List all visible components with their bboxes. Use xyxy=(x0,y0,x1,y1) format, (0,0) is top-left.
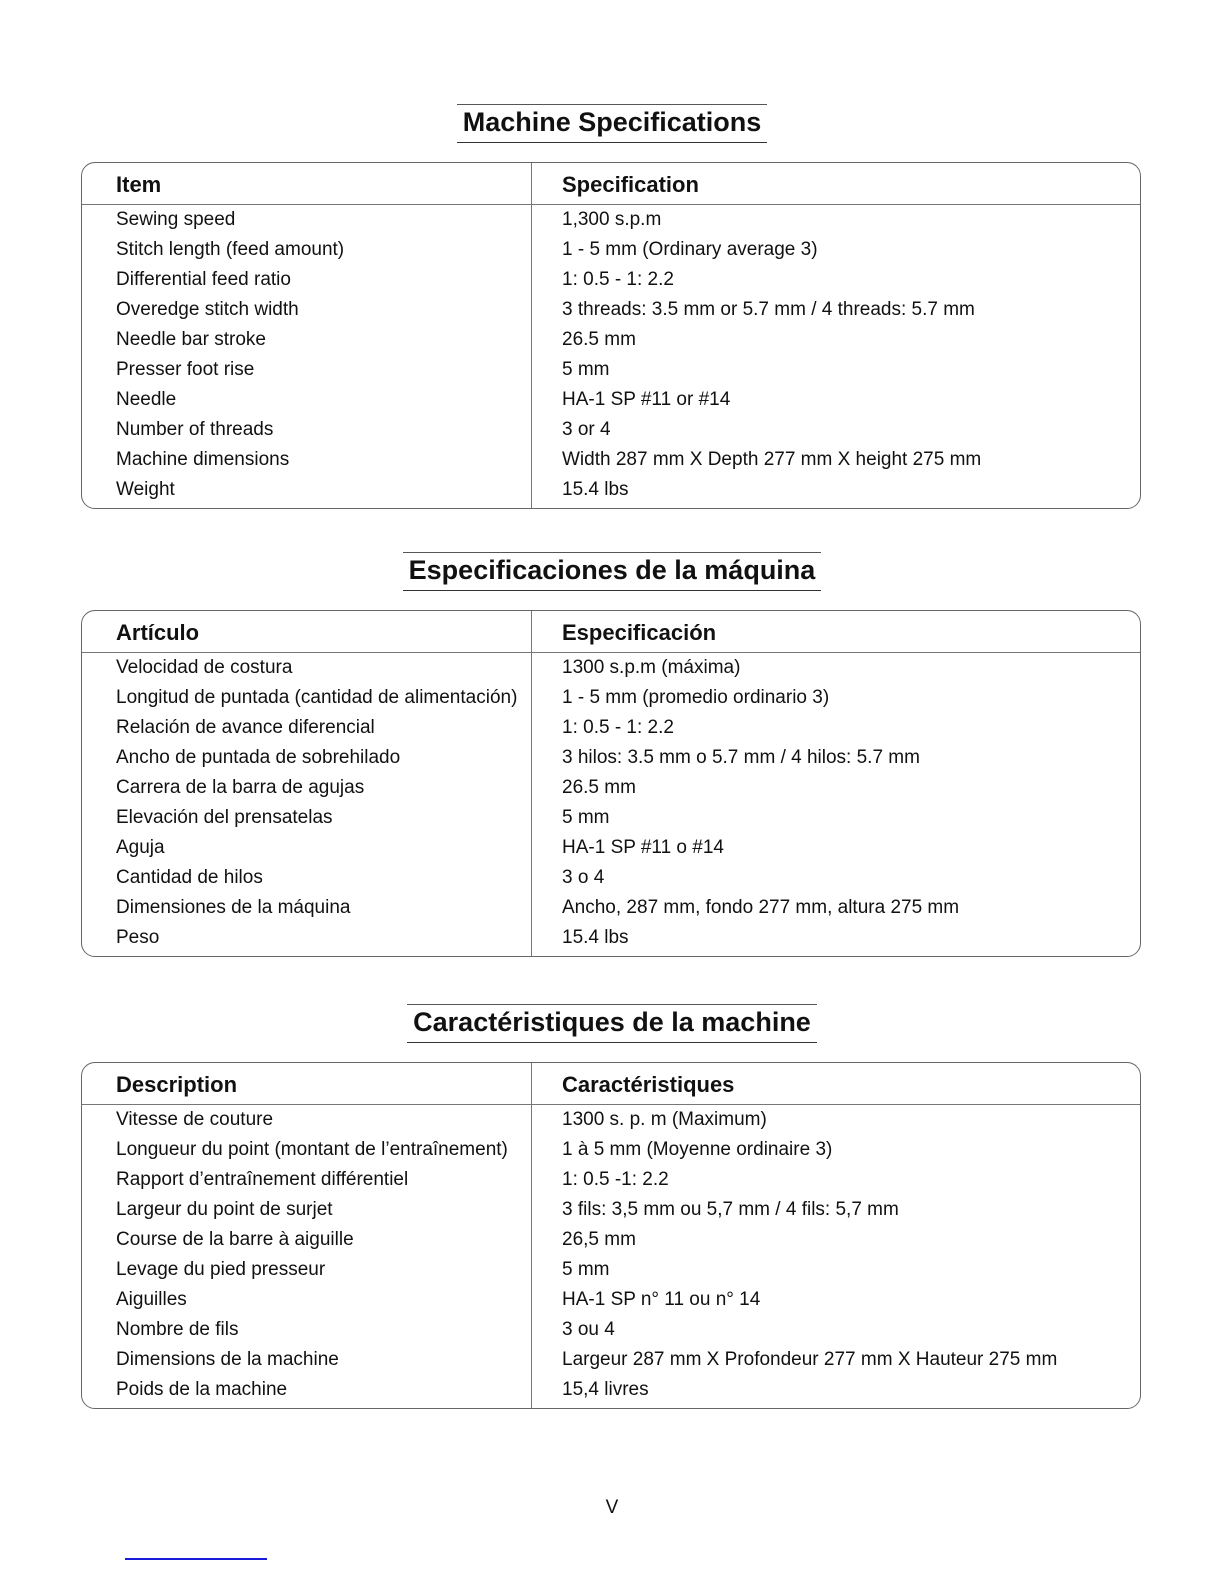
row-label: Needle xyxy=(116,389,177,410)
row-value: 26.5 mm xyxy=(562,329,636,350)
row-value: Width 287 mm X Depth 277 mm X height 275 mm xyxy=(562,449,982,470)
section-title-french xyxy=(0,1004,1224,1043)
row-value: 26.5 mm xyxy=(562,777,636,798)
row-value: 1 - 5 mm (promedio ordinario 3) xyxy=(562,687,830,708)
row-label: Rapport d’entraînement différentiel xyxy=(116,1169,409,1190)
row-value: 1 à 5 mm (Moyenne ordinaire 3) xyxy=(562,1139,833,1160)
row-label: Ancho de puntada de sobrehilado xyxy=(116,747,401,768)
table-row xyxy=(82,1285,1140,1315)
row-label: Poids de la machine xyxy=(116,1379,288,1400)
table-header xyxy=(82,163,1140,205)
row-value: 5 mm xyxy=(562,1259,610,1280)
header-articulo: Artículo xyxy=(116,620,200,645)
row-value: 3 fils: 3,5 mm ou 5,7 mm / 4 fils: 5,7 mm xyxy=(562,1199,899,1220)
row-label: Needle bar stroke xyxy=(116,329,266,350)
link-underline[interactable] xyxy=(125,1558,267,1560)
table-row xyxy=(82,295,1140,325)
header-description: Description xyxy=(116,1072,238,1097)
row-label: Aguja xyxy=(116,837,165,858)
section-heading: Especificaciones de la máquina xyxy=(403,552,822,591)
row-value: 5 mm xyxy=(562,807,610,828)
row-label: Sewing speed xyxy=(116,209,236,230)
row-value: 1 - 5 mm (Ordinary average 3) xyxy=(562,239,818,260)
row-value: 3 hilos: 3.5 mm o 5.7 mm / 4 hilos: 5.7 mm xyxy=(562,747,920,768)
row-label: Vitesse de couture xyxy=(116,1109,274,1130)
row-label: Differential feed ratio xyxy=(116,269,291,290)
row-value: 1: 0.5 -1: 2.2 xyxy=(562,1169,669,1190)
table-row xyxy=(82,653,1140,683)
row-value: 3 o 4 xyxy=(562,867,605,888)
table-row xyxy=(82,1165,1140,1195)
row-value: 1: 0.5 - 1: 2.2 xyxy=(562,717,674,738)
table-row xyxy=(82,385,1140,415)
table-row xyxy=(82,1195,1140,1225)
row-label: Dimensiones de la máquina xyxy=(116,897,351,918)
row-value: Largeur 287 mm X Profondeur 277 mm X Hauteur 275 mm xyxy=(562,1349,1058,1370)
table-body xyxy=(82,653,1140,956)
table-body xyxy=(82,205,1140,508)
table-row xyxy=(82,923,1140,953)
row-value: 1,300 s.p.m xyxy=(562,209,662,230)
header-caracteristiques: Caractéristiques xyxy=(562,1072,735,1097)
table-row xyxy=(82,713,1140,743)
spec-table-english xyxy=(81,162,1141,509)
spec-table-french xyxy=(81,1062,1141,1409)
row-label: Peso xyxy=(116,927,160,948)
row-label: Machine dimensions xyxy=(116,449,290,470)
table-row xyxy=(82,893,1140,923)
row-value: 1300 s.p.m (máxima) xyxy=(562,657,741,678)
row-label: Stitch length (feed amount) xyxy=(116,239,345,260)
row-label: Dimensions de la machine xyxy=(116,1349,339,1370)
row-label: Cantidad de hilos xyxy=(116,867,263,888)
table-row xyxy=(82,803,1140,833)
table-row xyxy=(82,445,1140,475)
table-row xyxy=(82,1225,1140,1255)
row-label: Longitud de puntada (cantidad de alimentación) xyxy=(116,687,518,708)
table-row xyxy=(82,235,1140,265)
row-label: Overedge stitch width xyxy=(116,299,299,320)
row-label: Levage du pied presseur xyxy=(116,1259,326,1280)
row-value: 3 or 4 xyxy=(562,419,611,440)
row-label: Course de la barre à aiguille xyxy=(116,1229,354,1250)
row-value: 15.4 lbs xyxy=(562,927,629,948)
row-value: HA-1 SP #11 or #14 xyxy=(562,389,731,410)
table-header xyxy=(82,611,1140,653)
row-label: Number of threads xyxy=(116,419,274,440)
section-title-spanish xyxy=(0,552,1224,591)
table-row xyxy=(82,265,1140,295)
row-label: Elevación del prensatelas xyxy=(116,807,333,828)
section-heading: Machine Specifications xyxy=(457,104,768,143)
table-row xyxy=(82,355,1140,385)
row-value: 3 threads: 3.5 mm or 5.7 mm / 4 threads: 5.7 mm xyxy=(562,299,975,320)
table-row xyxy=(82,1375,1140,1405)
row-value: 5 mm xyxy=(562,359,610,380)
table-row xyxy=(82,325,1140,355)
row-label: Aiguilles xyxy=(116,1289,187,1310)
row-label: Relación de avance diferencial xyxy=(116,717,375,738)
table-row xyxy=(82,475,1140,505)
table-row xyxy=(82,1105,1140,1135)
table-row xyxy=(82,743,1140,773)
row-value: HA-1 SP #11 o #14 xyxy=(562,837,724,858)
table-row xyxy=(82,1135,1140,1165)
row-value: 1300 s. p. m (Maximum) xyxy=(562,1109,767,1130)
row-value: HA-1 SP n° 11 ou n° 14 xyxy=(562,1289,761,1310)
table-row xyxy=(82,863,1140,893)
row-label: Presser foot rise xyxy=(116,359,255,380)
row-label: Velocidad de costura xyxy=(116,657,293,678)
section-title-english xyxy=(0,104,1224,143)
table-row xyxy=(82,683,1140,713)
table-header xyxy=(82,1063,1140,1105)
header-item: Item xyxy=(116,172,162,197)
row-value: 26,5 mm xyxy=(562,1229,636,1250)
row-value: 15,4 livres xyxy=(562,1379,649,1400)
row-value: Ancho, 287 mm, fondo 277 mm, altura 275 mm xyxy=(562,897,960,918)
table-row xyxy=(82,1315,1140,1345)
row-label: Largeur du point de surjet xyxy=(116,1199,333,1220)
page-number: V xyxy=(605,1497,619,1518)
table-row xyxy=(82,205,1140,235)
row-value: 1: 0.5 - 1: 2.2 xyxy=(562,269,674,290)
table-row xyxy=(82,773,1140,803)
row-label: Weight xyxy=(116,479,175,500)
row-label: Carrera de la barra de agujas xyxy=(116,777,365,798)
row-label: Longueur du point (montant de l’entraînement) xyxy=(116,1139,508,1160)
table-row xyxy=(82,415,1140,445)
header-specification: Specification xyxy=(562,172,699,197)
table-body xyxy=(82,1105,1140,1408)
row-label: Nombre de fils xyxy=(116,1319,239,1340)
section-heading: Caractéristiques de la machine xyxy=(407,1004,817,1043)
row-value: 15.4 lbs xyxy=(562,479,629,500)
header-especificacion: Especificación xyxy=(562,620,717,645)
row-value: 3 ou 4 xyxy=(562,1319,615,1340)
table-row xyxy=(82,1345,1140,1375)
table-row xyxy=(82,1255,1140,1285)
spec-table-spanish xyxy=(81,610,1141,957)
table-row xyxy=(82,833,1140,863)
